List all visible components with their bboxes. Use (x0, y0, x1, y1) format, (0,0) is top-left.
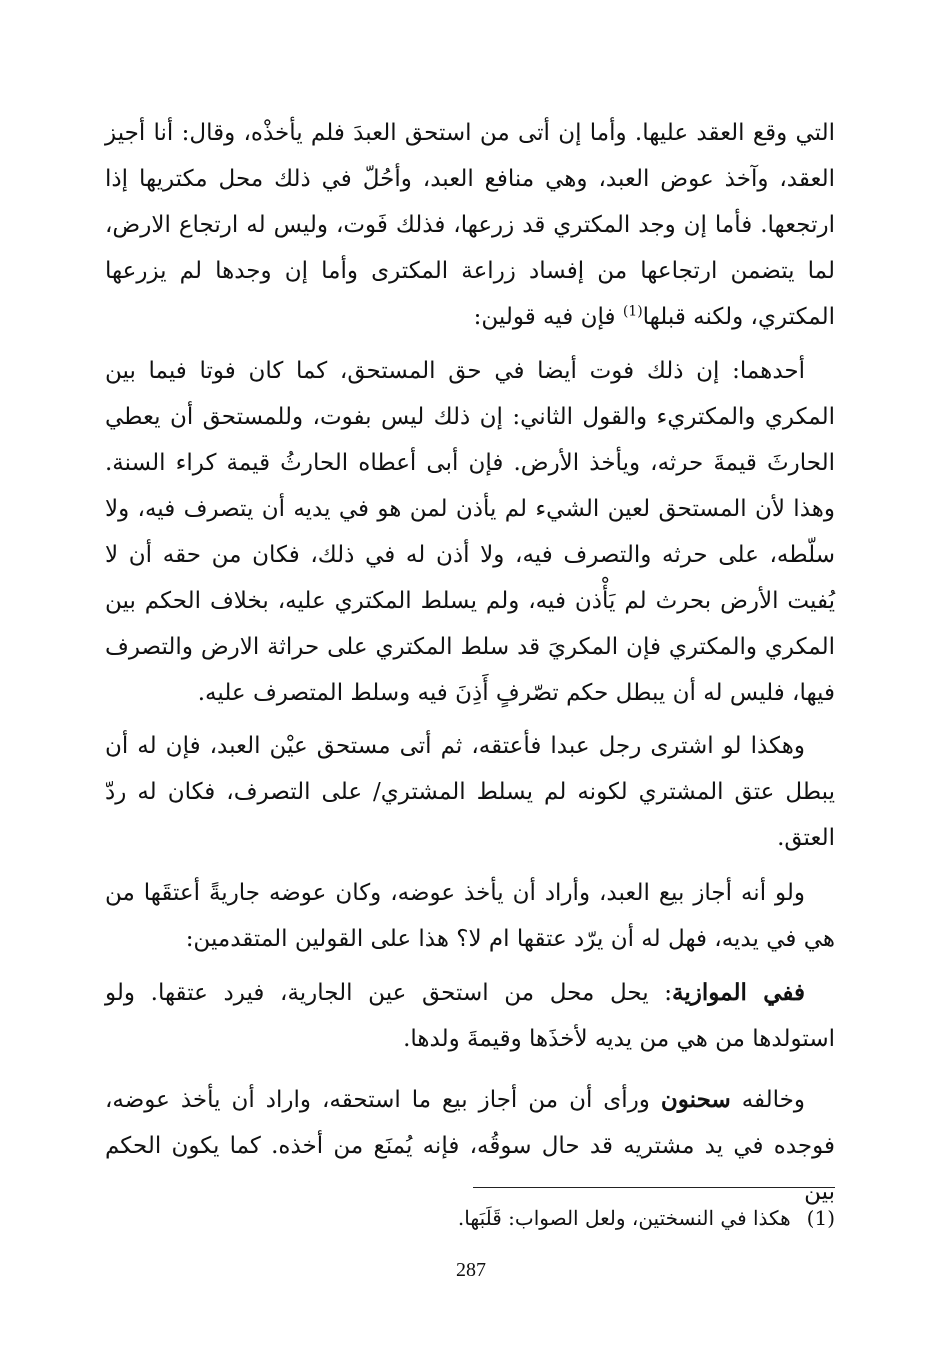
scholar-name-sahnun: سحنون (660, 1086, 731, 1113)
paragraph-1 (105, 110, 835, 340)
footnote-reference: (1) (622, 303, 643, 320)
paragraph-5-text: : يحل محل من استحق عين الجارية، فيرد عتقها. ولو استولدها من هي من يديه لأخذَها وقيمةَ ولدها. (105, 980, 835, 1052)
paragraph-6-lead: وخالفه (730, 1087, 806, 1113)
source-title-almawaziya: ففي الموازية (672, 979, 805, 1006)
footnote-text: هكذا في النسختين، ولعل الصواب: قَلَبَها. (457, 1206, 791, 1230)
paragraph-2: أحدهما: إن ذلك فوت أيضا في حق المستحق، كما كان فوتا فيما بين المكري والمكتريء والقول الثاني: إن ذلك ليس بفوت، وللمستحق أن يعطي الحارثَ قيمةَ حرثه، ويأخذ الأرض. فإن أبى أعطاه الحارثُ قيمة كراء السنة. وهذا لأن المستحق لعين الشيء لم يأذن لمن هو في يديه أن يتصرف فيه، ولا سلّطه، على حرثه والتصرف فيه، ولا أذن له في ذلك، فكان من حقه أن لا يُفيت الأرض بحرث لم يَأْذن فيه، ولم يسلط المكتري عليه، بخلاف الحكم بين المكري والمكتري فإن المكريَ قد سلط المكتري على حراثة الارض والتصرف فيها، فليس له أن يبطل حكم تصّرفٍ أَذِنَ فيه وسلط المتصرف عليه. (105, 358, 835, 706)
footnote-number: (1) (806, 1206, 835, 1230)
paragraph-3: وهكذا لو اشترى رجل عبدا فأعتقه، ثم أتى مستحق عيْن العبد، فإن له أن يبطل عتق المشتري لكونه لم يسلط المشتري/ على التصرف، فكان له ردّ العتق. (105, 733, 835, 851)
paragraph-1-tail: فإن فيه قولين: (473, 304, 623, 330)
footnote-divider (473, 1187, 835, 1188)
paragraph-6-text: ورأى أن من أجاز بيع ما استحقه، واراد أن يأخذ عوضه، فوجده في يد مشتريه قد حال سوقُه، فإنه يُمنَع من أخذه. كما يكون الحكم بين (105, 1087, 835, 1205)
paragraph-6 (105, 1077, 835, 1215)
page-number: 287 (456, 1259, 486, 1281)
footnote (105, 1202, 835, 1234)
paragraph-4: ولو أنه أجاز بيع العبد، وأراد أن يأخذ عوضه، وكان عوضه جاريةً أعتقَها من هي في يديه، فهل له أن يرّد عتقها ام لا؟ هذا على القولين المتقدمين: (105, 880, 835, 952)
paragraph-5 (105, 970, 835, 1062)
paragraph-1-text: التي وقع العقد عليها. وأما إن أتى من استحق العبدَ فلم يأخذْه، وقال: أنا أجيز العقد، وآخذ عوض العبد، وهي منافع العبد، وأحُلّ في ذلك محل مكتريها إذا ارتجعها. فأما إن وجد المكتري قد زرعها، فذلك فَوت، وليس له ارتجاع الارض، لما يتضمن ارتجاعها من إفساد زراعة المكترى وأما إن وجدها لم يزرعها المكتري، ولكنه قبلها (105, 120, 835, 330)
